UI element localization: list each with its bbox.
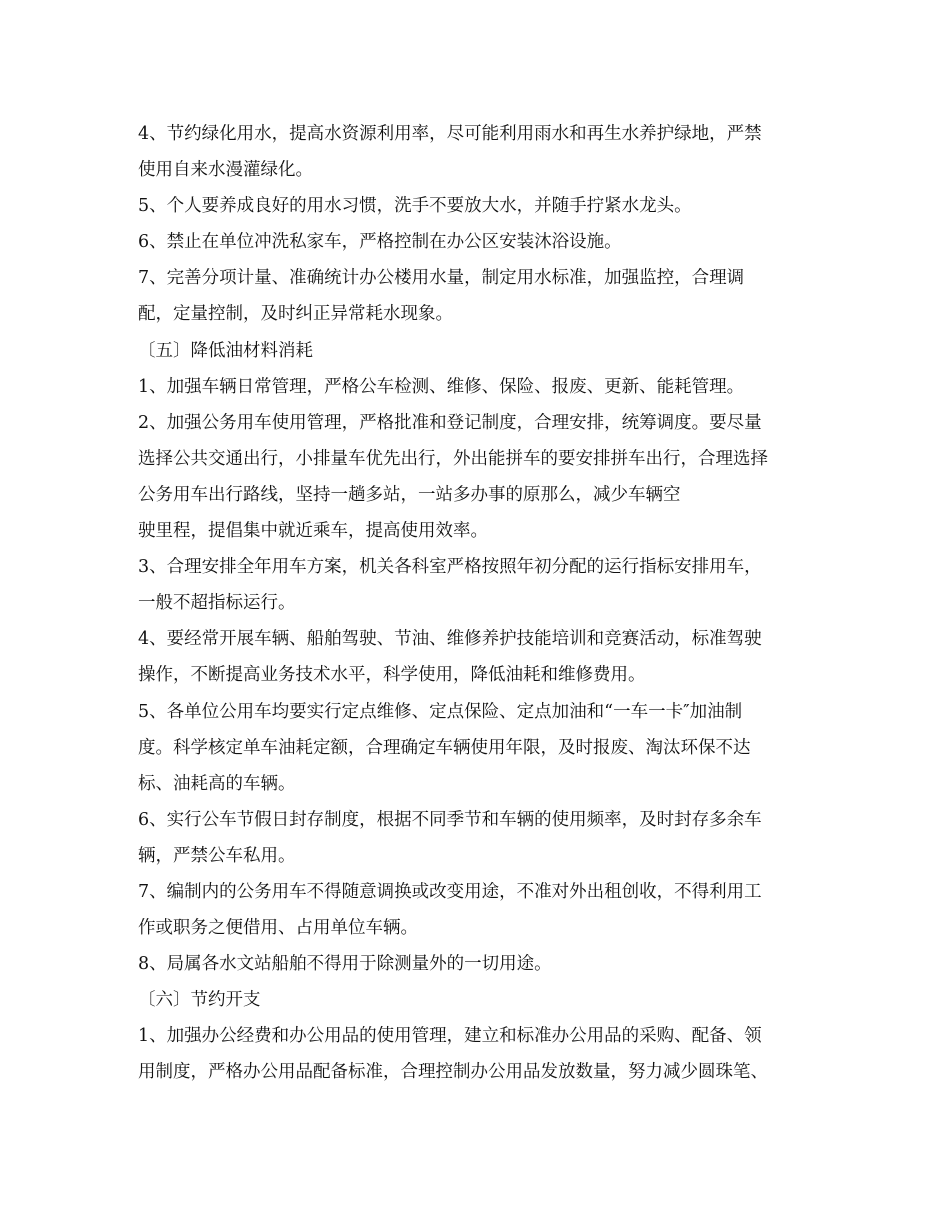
text-line: 4、节约绿化用水，提高水资源利用率，尽可能利用雨水和再生水养护绿地，严禁: [138, 124, 762, 144]
document-body: [138, 116, 818, 1091]
text-line: 6、禁止在单位冲洗私家车，严格控制在办公区安装沐浴设施。: [138, 232, 622, 253]
text-line: 驶里程，提倡集中就近乘车，提高使用效率。: [138, 521, 488, 542]
text-line: 7、编制内的公务用车不得随意调换或改变用途，不准对外出租创收，不得利用工: [138, 881, 762, 902]
text-line: 用制度，严格办公用品配备标准，合理控制办公用品发放数量，努力减少圆珠笔、: [138, 1062, 768, 1083]
text-line: 7、完善分项计量、准确统计办公楼用水量，制定用水标准，加强监控，合理调: [138, 268, 745, 289]
text-line: 6、实行公车节假日封存制度，根据不同季节和车辆的使用频率，及时封存多余车: [138, 809, 762, 830]
text-line: 2、加强公务用车使用管理，严格批准和登记制度，合理安排，统筹调度。要尽量: [138, 412, 762, 433]
text-line: 8、局属各水文站船舶不得用于除测量外的一切用途。: [138, 954, 552, 975]
text-line: 1、加强办公经费和办公用品的使用管理，建立和标准办公用品的采购、配备、领: [138, 1026, 762, 1047]
section-heading: 〔六〕节约开支: [138, 990, 261, 1011]
text-line: 操作，不断提高业务技术水平，科学使用，降低油耗和维修费用。: [138, 665, 646, 686]
text-line: 配，定量控制，及时纠正异常耗水现象。: [138, 304, 453, 325]
text-line: 一般不超指标运行。: [138, 593, 296, 614]
text-line: 辆，严禁公车私用。: [138, 845, 296, 866]
text-line: 5、各单位公用车均要实行定点维修、定点保险、定点加油和“一车一卡″加油制: [138, 701, 743, 722]
text-line: 作或职务之便借用、占用单位车辆。: [138, 918, 418, 939]
text-line: 标、油耗高的车辆。: [138, 773, 296, 794]
text-line: 选择公共交通出行，小排量车优先出行，外出能拼车的要安排拼车出行，合理选择: [138, 448, 768, 469]
text-line: 3、合理安排全年用车方案，机关各科室严格按照年初分配的运行指标安排用车，: [138, 557, 762, 578]
text-line: 1、加强车辆日常管理，严格公车检测、维修、保险、报废、更新、能耗管理。: [138, 376, 745, 397]
text-line: 度。科学核定单车油耗定额，合理确定车辆使用年限，及时报废、淘汰环保不达: [138, 737, 751, 758]
section-heading: 〔五〕降低油材料消耗: [138, 340, 313, 361]
text-line: 5、个人要养成良好的用水习惯，洗手不要放大水，并随手拧紧水龙头。: [138, 196, 692, 217]
text-line: 4、要经常开展车辆、船舶驾驶、节油、维修养护技能培训和竞赛活动，标准驾驶: [138, 629, 762, 650]
text-line: 使用自来水漫灌绿化。: [138, 160, 313, 181]
text-line: 公务用车出行路线，坚持一趟多站，一站多办事的原那么，减少车辆空: [138, 484, 681, 505]
